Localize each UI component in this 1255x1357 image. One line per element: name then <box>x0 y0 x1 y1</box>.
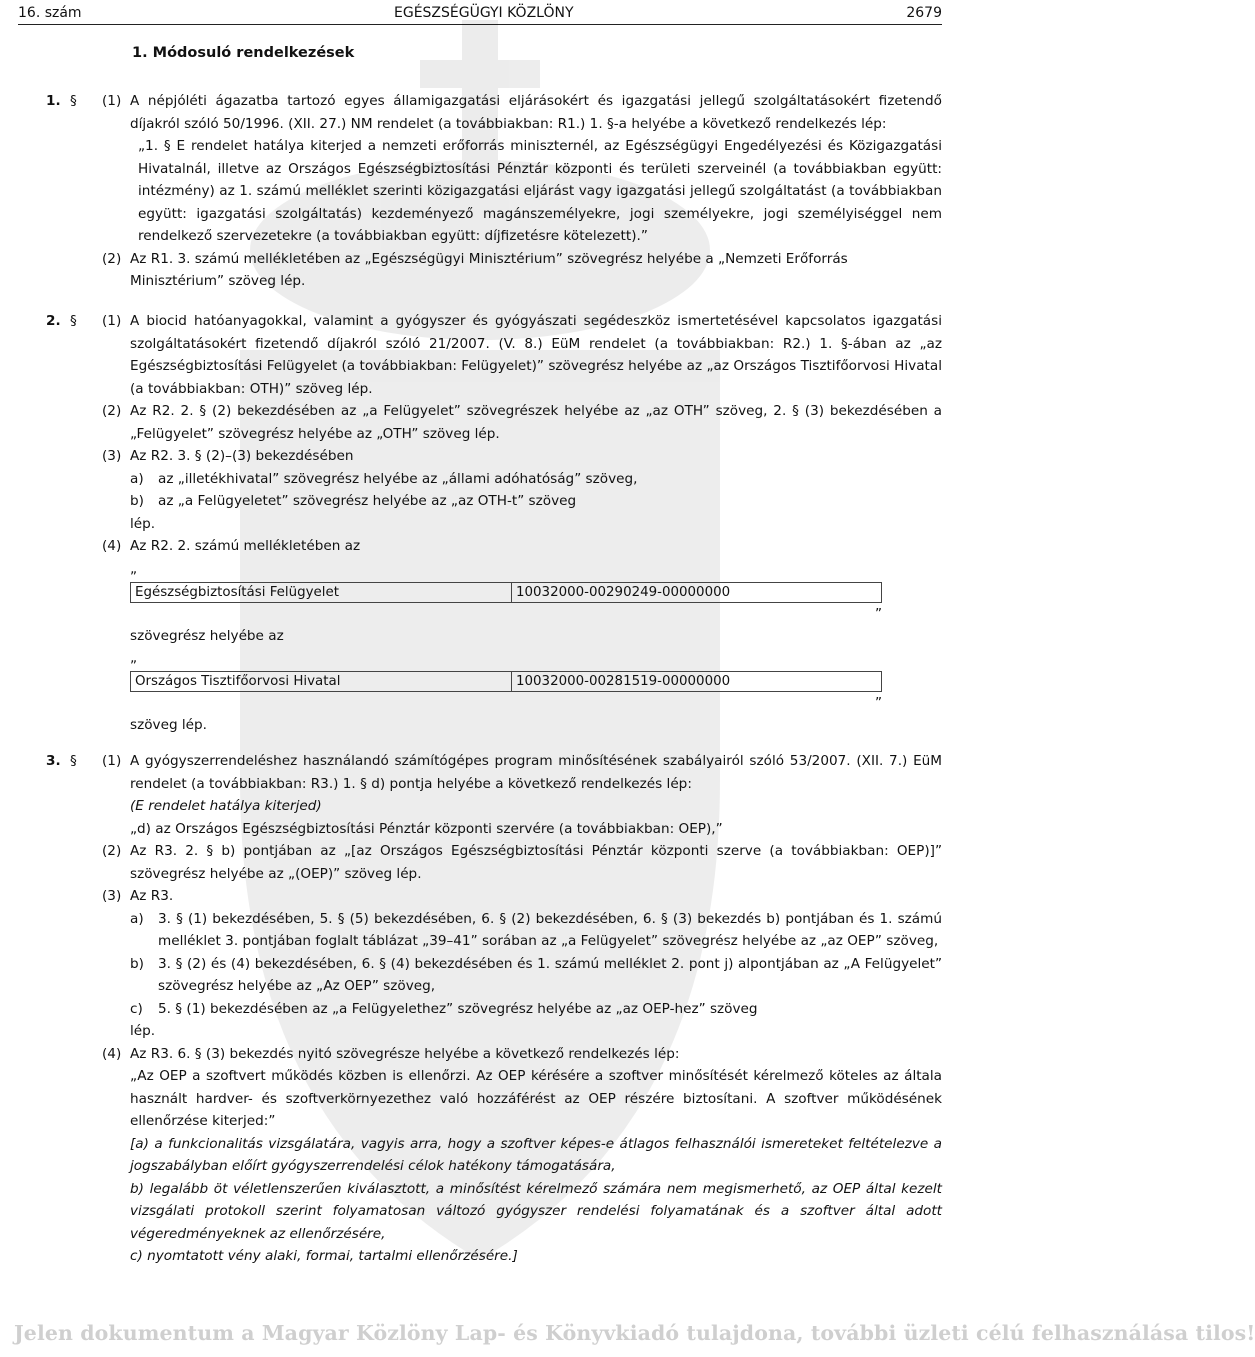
paragraph <box>18 90 942 248</box>
paragraph-number: (2) <box>102 403 122 419</box>
paragraph-number: (3) <box>102 888 122 904</box>
closing-text: lép. <box>130 515 156 532</box>
paragraph <box>18 535 942 737</box>
paragraph-number: (1) <box>102 313 122 329</box>
table-cell: 10032000-00290249-00000000 <box>512 582 882 602</box>
paragraph-number: (4) <box>102 1045 122 1062</box>
quoted-text: „Az OEP a szoftvert működés közben is ellenőrzi. Az OEP kérésére a szoftver minősítését kérelmező köteles az általa használt hardver- és szoftverkörnyezethez való hozzáférést az OEP részére biztosítani. A szoftver működésének ellenőrzése kiterjed:” <box>130 1068 942 1129</box>
list-item <box>130 998 942 1021</box>
item-text: az „illetékhivatal” szövegrész helyébe az „állami adóhatóság” szöveg, <box>158 470 638 487</box>
table-row <box>131 582 882 602</box>
page-number: 2679 <box>906 5 942 21</box>
copyright-footer: Jelen dokumentum a Magyar Közlöny Lap- és Könyvkiadó tulajdona, további üzleti célú felhasználása tilos! <box>14 1321 1255 1345</box>
item-text: 3. § (2) és (4) bekezdésében, 6. § (4) bekezdésében és 1. számú melléklet 2. pont j) alpontjában az „A Felügyelet” szövegrész helyébe az „Az OEP” szöveg, <box>158 955 942 994</box>
item-letter: a) <box>130 470 144 487</box>
paragraph-text: Az R3. 2. § b) pontjában az „[az Országos Egészségbiztosítási Pénztár központi szerve (a továbbiakban: OEP)]” szövegrész helyébe az „(OEP)” szöveg lép. <box>130 843 942 882</box>
quoted-text: „1. § E rendelet hatálya kiterjed a nemzeti erőforrás miniszternél, az Egészségügyi Engedélyezési és Közigazgatási Hivatalnál, illetve az Országos Egészségbiztosítási Pénztár központi és területi szerveinél (a továbbiakban együtt: intézmény) az 1. számú melléklet szerinti közigazgatási eljárást vagy igazgatási jellegű szolgáltatást (a továbbiakban együtt: igazgatási szolgáltatás) kezdeményező magánszemélyekre, jogi személyekre, jogi személyiséggel nem rendelkező szervezetekre (a továbbiakban együtt: díjfizetésre kötelezett).” <box>138 138 942 244</box>
paragraph-text: Az R3. <box>130 888 174 904</box>
quote-open: „ <box>130 650 138 666</box>
section-title: 1. Módosuló rendelkezések <box>132 45 355 61</box>
item-text: az „a Felügyeletet” szövegrész helyébe az „az OTH-t” szöveg <box>158 493 577 509</box>
section-1 <box>18 90 942 293</box>
paragraph-sign: § <box>70 313 77 329</box>
journal-title: EGÉSZSÉGÜGYI KÖZLÖNY <box>394 5 574 21</box>
paragraph <box>18 445 942 535</box>
paragraph-text: Az R1. 3. számú mellékletében az „Egészségügyi Minisztérium” szövegrész helyébe a „Nemzeti Erőforrás Minisztérium” szöveg lép. <box>130 250 848 289</box>
item-letter: b) <box>130 493 144 509</box>
list-item <box>130 490 942 513</box>
quote-close: ” <box>874 605 882 622</box>
quote-close: ” <box>874 695 882 711</box>
paragraph-text: A gyógyszerrendeléshez használandó számítógépes program minősítésének szabályairól szóló 53/2007. (XII. 7.) EüM rendelet (a továbbiakban: R3.) 1. § d) pontja helyébe a következő rendelkezés lép: <box>130 753 942 792</box>
closing-text: lép. <box>130 1023 156 1039</box>
paragraph <box>18 1043 942 1268</box>
paragraph-number: (4) <box>102 538 122 554</box>
closing-text: szöveg lép. <box>130 717 207 733</box>
issue-number: 16. szám <box>18 5 82 21</box>
paragraph-text: Az R2. 3. § (2)–(3) bekezdésében <box>130 448 354 464</box>
section-2 <box>18 310 942 737</box>
paragraph <box>18 750 942 840</box>
paragraph-text: A biocid hatóanyagokkal, valamint a gyógyszer és gyógyászati segédeszköz ismertetésével kapcsolatos igazgatási szolgáltatásokért fizetendő díjakról szóló 21/2007. (V. 8.) EüM rendelet (a továbbiakban: R2.) 1. §-ában az „az Egészségbiztosítási Felügyelet (a továbbiakban: Felügyelet)” szövegrész helyébe az „az Országos Tisztifőorvosi Hivatal (a továbbiakban: OTH)” szöveg lép. <box>130 313 942 397</box>
table-cell: 10032000-00281519-00000000 <box>512 672 882 692</box>
section-3 <box>18 750 942 1268</box>
paragraph-number: (1) <box>102 753 122 769</box>
item-letter: c) <box>130 1000 143 1017</box>
paragraph-text: A népjóléti ágazatba tartozó egyes államigazgatási eljárásokért és igazgatási jellegű szolgáltatásokért fizetendő díjakról szóló 50/1996. (XII. 27.) NM rendelet (a továbbiakban: R1.) 1. §-a helyébe a következő rendelkezés lép: <box>130 93 942 132</box>
italic-text: b) legalább öt véletlenszerűen kiválasztott, a minősítést kérelmező számára nem megismerhető, az OEP által kezelt vizsgálati protokoll szerint folyamatosan változó gyógyszer rendelési folyamatának és a szoftver által adott végeredményeknek az ellenőrzésére, <box>130 1180 942 1242</box>
paragraph <box>18 400 942 445</box>
item-letter: a) <box>130 910 144 927</box>
paragraph <box>18 310 942 400</box>
paragraph <box>18 248 942 293</box>
paragraph-number: (1) <box>102 93 122 109</box>
list-item <box>130 468 942 491</box>
middle-text: szövegrész helyébe az <box>130 627 284 644</box>
quote-open: „ <box>130 560 138 577</box>
paragraph-sign: § <box>70 93 77 109</box>
quoted-text: „d) az Országos Egészségbiztosítási Pénztár központi szervére (a továbbiakban: OEP),” <box>130 820 723 837</box>
paragraph-number: (3) <box>102 448 122 464</box>
paragraph-text: Az R2. 2. számú mellékletében az <box>130 538 361 554</box>
italic-text: [a) a funkcionalitás vizsgálatára, vagyis arra, hogy a szoftver képes-e átlagos felhasználói ismereteket feltételezve a jogszabályban előírt gyógyszerrendelési célok hatékony támogatására, <box>130 1135 942 1174</box>
paragraph-text: Az R2. 2. § (2) bekezdésében az „a Felügyelet” szövegrészek helyébe az „az OTH” szöveg, 2. § (3) bekezdésében a „Felügyelet” szövegrész helyébe az „OTH” szöveg lép. <box>130 403 942 442</box>
list-item <box>130 908 942 953</box>
paragraph-sign: § <box>70 753 77 769</box>
section-number: 2. <box>46 313 61 329</box>
section-number: 3. <box>46 753 61 769</box>
section-number: 1. <box>46 93 61 109</box>
italic-text: c) nyomtatott vény alaki, formai, tartalmi ellenőrzésére.] <box>130 1248 518 1264</box>
item-letter: b) <box>130 955 144 972</box>
paragraph-number: (2) <box>102 843 122 859</box>
paragraph <box>18 885 942 1043</box>
account-table <box>130 671 882 692</box>
paragraph <box>18 840 942 885</box>
item-text: 3. § (1) bekezdésében, 5. § (5) bekezdésében, 6. § (2) bekezdésében, 6. § (3) bekezdés b) pontjában és 1. számú melléklet 3. pontjában foglalt táblázat „39–41” sorában az „a Felügyelet” szövegrész helyébe az „az OEP” szöveg, <box>158 910 942 949</box>
account-table <box>130 582 882 603</box>
table-cell: Országos Tisztifőorvosi Hivatal <box>131 672 512 692</box>
list-item <box>130 953 942 998</box>
italic-lead: (E rendelet hatálya kiterjed) <box>130 798 322 814</box>
table-row <box>131 672 882 692</box>
paragraph-text: Az R3. 6. § (3) bekezdés nyitó szövegrésze helyébe a következő rendelkezés lép: <box>130 1045 680 1062</box>
table-cell: Egészségbiztosítási Felügyelet <box>131 582 512 602</box>
item-text: 5. § (1) bekezdésében az „a Felügyelethez” szövegrész helyébe az „az OEP-hez” szöveg <box>158 1000 758 1017</box>
paragraph-number: (2) <box>102 250 122 267</box>
